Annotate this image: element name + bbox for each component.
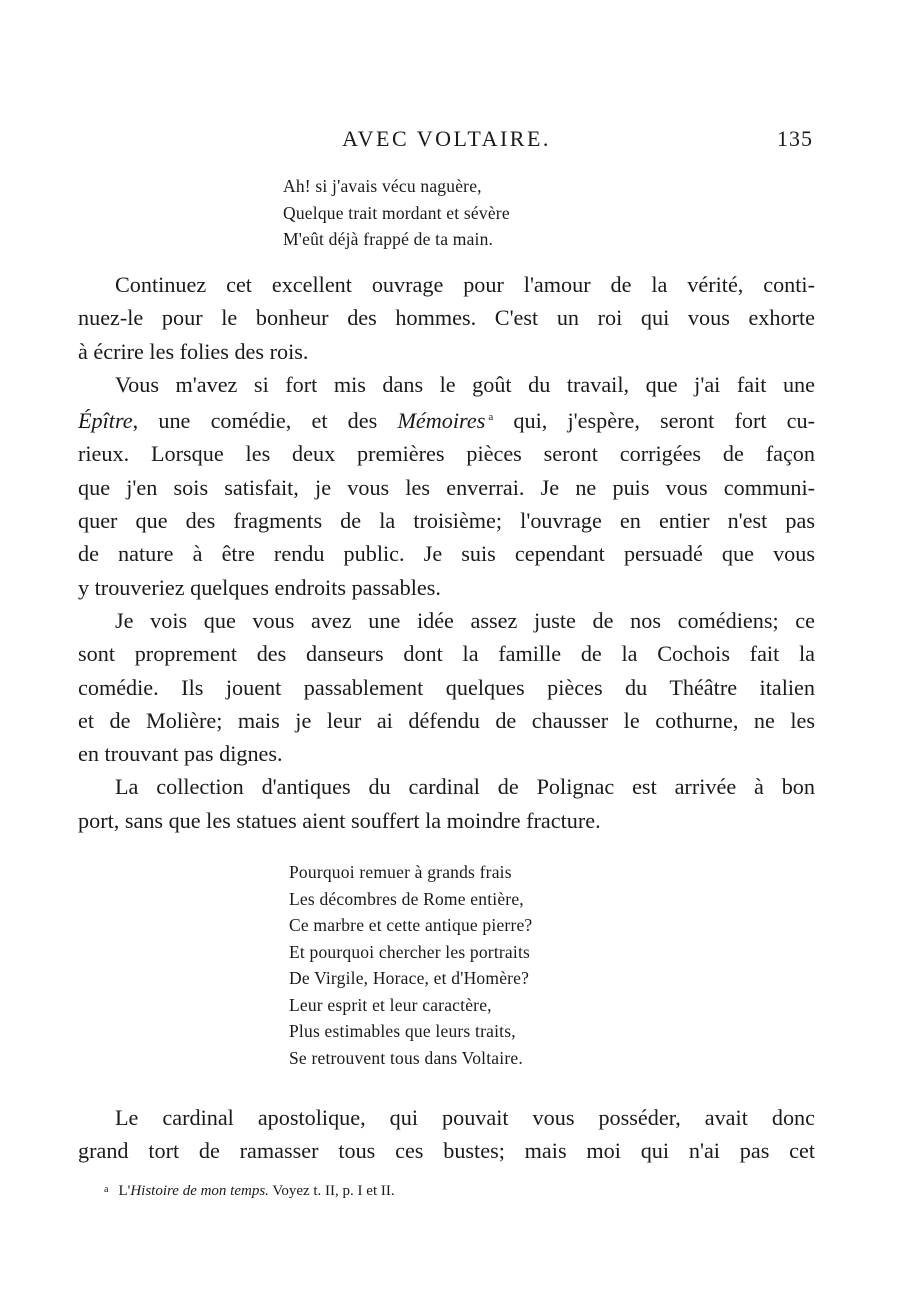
prose-line: Continuez cet excellent ouvrage pour l'amour de la vérité, conti-	[115, 272, 815, 297]
running-head	[78, 126, 815, 156]
footnote-reference: a	[488, 411, 494, 424]
verse-stanza-2	[289, 859, 532, 1071]
prose-line: Je vois que vous avez une idée assez juste de nos comédiens; ce	[115, 607, 815, 633]
verse-line: M'eût déjà frappé de ta main.	[283, 229, 494, 249]
prose-line: grand tort de ramasser tous ces bustes; mais moi qui n'ai pas cet	[78, 1138, 815, 1164]
prose-line: y trouveriez quelques endroits passables.	[78, 574, 441, 600]
verse-line: Les décombres de Rome entière,	[289, 888, 524, 909]
verse-line: Plus estimables que leurs traits,	[289, 1021, 516, 1041]
prose-line: rieux. Lorsque les deux premières pièces seront corrigées de façon	[78, 441, 815, 467]
verse-line: Ah! si j'avais vécu naguère,	[283, 176, 482, 196]
verse-line: Et pourquoi chercher les portraits	[289, 941, 531, 962]
footnote-prefix: L'	[118, 1183, 131, 1199]
prose-block-1	[78, 268, 815, 837]
italic-title-memoires: Mémoires	[397, 408, 486, 434]
prose-line: sont proprement des danseurs dont la famille de la Cochois fait la	[78, 641, 815, 667]
running-title: AVEC VOLTAIRE.	[342, 126, 551, 151]
prose-fragment: , une comédie, et des	[132, 408, 398, 434]
verse-line: Quelque trait mordant et sévère	[283, 202, 510, 223]
prose-line: à écrire les folies des rois.	[78, 338, 309, 364]
verse-line: Ce marbre et cette antique pierre?	[289, 915, 533, 935]
footnote	[104, 1183, 395, 1200]
prose-line: que j'en sois satisfait, je vous les enverrai. Je ne puis vous communi-	[78, 474, 815, 500]
prose-line: de nature à être rendu public. Je suis cependant persuadé que vous	[78, 541, 815, 567]
prose-line: Le cardinal apostolique, qui pouvait vous posséder, avait donc	[115, 1105, 815, 1130]
prose-fragment: qui, j'espère, seront fort cu-	[493, 408, 815, 434]
verse-line: Se retrouvent tous dans Voltaire.	[289, 1047, 523, 1068]
page-number: 135	[777, 126, 813, 151]
prose-line: et de Molière; mais je leur ai défendu de chausser le cothurne, ne les	[78, 707, 815, 733]
verse-stanza-1	[283, 173, 510, 253]
footnote-title: Histoire de mon temps.	[130, 1183, 269, 1199]
prose-line: en trouvant pas dignes.	[78, 741, 283, 767]
footnote-text: Voyez t. II, p. I et II.	[268, 1183, 395, 1199]
prose-line: comédie. Ils jouent passablement quelques pièces du Théâtre italien	[78, 674, 815, 700]
prose-line: nuez-le pour le bonheur des hommes. C'est un roi qui vous exhorte	[78, 305, 815, 331]
prose-line: port, sans que les statues aient souffert la moindre fracture.	[78, 807, 601, 833]
prose-line-with-italics	[78, 401, 815, 437]
verse-line: Leur esprit et leur caractère,	[289, 994, 492, 1015]
prose-line: La collection d'antiques du cardinal de Polignac est arrivée à bon	[115, 774, 815, 800]
verse-line: Pourquoi remuer à grands frais	[289, 862, 512, 882]
prose-block-2	[78, 1101, 815, 1168]
prose-line: Vous m'avez si fort mis dans le goût du travail, que j'ai fait une	[115, 371, 815, 397]
verse-line: De Virgile, Horace, et d'Homère?	[289, 968, 530, 988]
prose-line: quer que des fragments de la troisième; l'ouvrage en entier n'est pas	[78, 508, 815, 534]
footnote-mark: a	[104, 1184, 109, 1195]
italic-title-epitre: Épître	[78, 408, 133, 434]
